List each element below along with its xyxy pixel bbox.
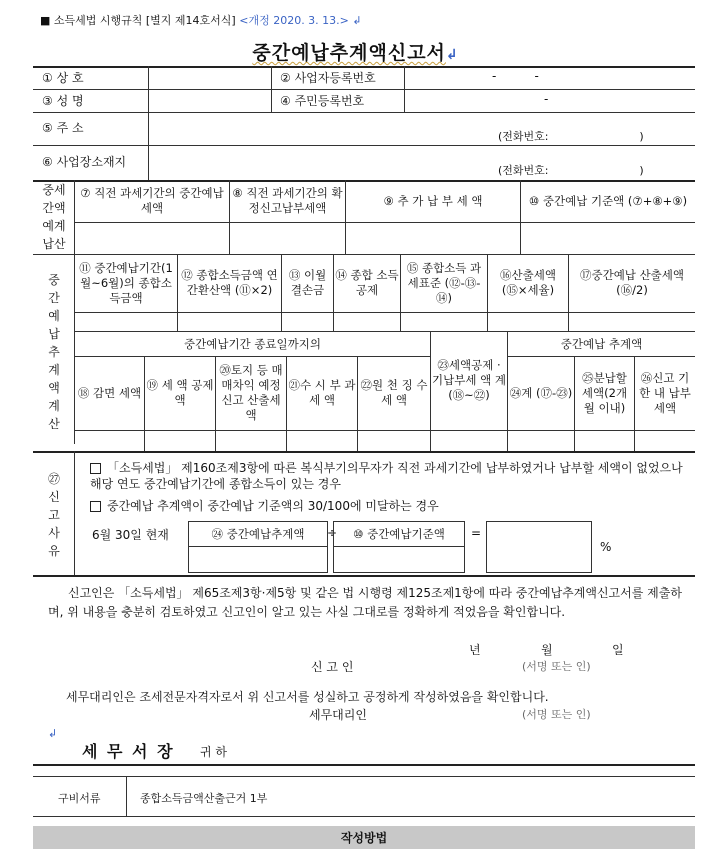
col22-input[interactable] xyxy=(359,432,429,449)
box-10[interactable] xyxy=(333,521,465,573)
col19-input[interactable] xyxy=(146,432,214,449)
col26-input[interactable] xyxy=(636,432,694,449)
col13-input[interactable] xyxy=(283,314,332,330)
section2-side-label: 중간예납추계액계산 xyxy=(48,273,60,431)
col11-input[interactable] xyxy=(76,314,176,330)
reporter-label: 신 고 인 xyxy=(311,660,354,674)
reporter-sign[interactable]: (서명 또는 인) xyxy=(522,660,591,673)
box-24[interactable] xyxy=(188,521,328,573)
bizplace-label: ⑥ 사업장소재지 xyxy=(42,155,127,169)
col23-input[interactable] xyxy=(432,432,506,449)
name-label: ① 상 호 xyxy=(42,71,84,85)
reason-1[interactable]: 「소득세법」 제160조제3항에 따른 복식부기의무자가 직전 과세기간에 납부하였거나 납부할 세액이 없었으나 해당 연도 중간예납기간에 종합소득이 있는 경우 xyxy=(90,461,683,491)
col12-header: ⑫ 종합소득금액 연간환산액 (⑪×2) xyxy=(181,268,278,297)
col20-input[interactable] xyxy=(217,432,285,449)
col20-header: ⑳토지 등 매매차익 예정신고 산출세액 xyxy=(219,363,283,422)
col19-header: ⑲ 세 액 공제액 xyxy=(146,378,214,407)
col21-header: ㉑수 시 부 과 세 액 xyxy=(288,378,356,407)
rrn-label: ④ 주민등록번호 xyxy=(280,94,365,108)
group-header-left: 중간예납기간 종료일까지의 xyxy=(184,336,321,351)
writing-method-band xyxy=(33,826,695,849)
col11-header: ⑪ 중간예납기간(1월~6월)의 종합소득금액 xyxy=(79,260,173,305)
reason-1-checkbox[interactable] xyxy=(90,463,101,474)
col17-header: ⑰중간예납 산출세액 (⑯/2) xyxy=(579,268,685,297)
col16-header: ⑯산출세액 (⑮×세율) xyxy=(500,268,556,297)
percent-sign: % xyxy=(600,540,612,554)
group-header-right: 중간예납 추계액 xyxy=(560,336,643,351)
address-label: ⑤ 주 소 xyxy=(42,121,84,135)
as-of-date: 6월 30일 현재 xyxy=(92,528,169,542)
equals-sign: = xyxy=(471,526,482,540)
bizno-label: ② 사업자등록번호 xyxy=(280,71,376,85)
col8-header: ⑧ 직전 과세기간의 확정신고납부세액 xyxy=(232,186,343,215)
col15-input[interactable] xyxy=(402,314,486,330)
section1-side-label: 중세 간액 예계 납산 xyxy=(42,183,66,251)
col12-input[interactable] xyxy=(179,314,280,330)
ratio-field[interactable] xyxy=(486,521,592,573)
attachments-label: 구비서류 xyxy=(58,792,101,805)
col7-header: ⑦ 직전 과세기간의 중간예납세액 xyxy=(80,186,224,215)
col10-input[interactable] xyxy=(522,224,694,252)
form-reference: ■ 소득세법 시행규칙 [별지 제14호서식] <개정 2020. 3. 13.> ↲ xyxy=(40,14,362,27)
person-label: ③ 성 명 xyxy=(42,94,84,108)
col15-header: ⑮ 종합소득 과세표준 (⑫-⑬-⑭) xyxy=(406,260,482,305)
col24-header: ㉔계 (⑰-㉓) xyxy=(509,385,573,400)
col8-input[interactable] xyxy=(231,224,344,252)
reason-2-checkbox[interactable] xyxy=(90,501,101,512)
agent-sign[interactable]: (서명 또는 인) xyxy=(522,708,591,721)
rrn-field[interactable]: - xyxy=(544,92,549,106)
date-day: 일 xyxy=(612,643,624,657)
address-phone: (전화번호: ) xyxy=(498,130,644,143)
tax-office: 세 무 서 장 xyxy=(82,742,175,761)
section3-side-label: ㉗신고사유 xyxy=(47,472,60,558)
divide-sign: ÷ xyxy=(327,526,338,540)
bizplace-phone: (전화번호: ) xyxy=(498,164,644,177)
col14-header: ⑭ 종합 소득공제 xyxy=(335,268,399,297)
revision-date: <개정 2020. 3. 13.> xyxy=(239,14,349,27)
date-year: 년 xyxy=(469,643,481,657)
col25-input[interactable] xyxy=(576,432,633,449)
declaration-text: 신고인은 「소득세법」 제65조제3항·제5항 및 같은 법 시행령 제125조제1항에 따라 중간예납추계액신고서를 제출하며, 위 내용을 충분히 검토하였고 신고인이 알고 있는 사실 그대로를 정확하게 적었음을 확인합니다. xyxy=(48,586,682,619)
box-10-label: ⑩ 중간예납기준액 xyxy=(334,522,464,547)
col17-input[interactable] xyxy=(570,314,694,330)
agent-label: 세무대리인 xyxy=(309,708,367,722)
col23-header: ㉓세액공제 · 기납부세 액 계 (⑱~㉒) xyxy=(432,358,506,402)
box-24-label: ㉔ 중간예납추계액 xyxy=(189,522,327,547)
col18-header: ⑱ 감면 세액 xyxy=(77,385,142,400)
attachments-value: 종합소득금액산출근거 1부 xyxy=(140,792,268,805)
col13-header: ⑬ 이월 결손금 xyxy=(288,268,327,297)
col9-input[interactable] xyxy=(347,224,519,252)
col10-header: ⑩ 중간예납 기준액 (⑦+⑧+⑨) xyxy=(528,193,688,208)
name-field[interactable] xyxy=(150,70,270,87)
writing-method-label: 작성방법 xyxy=(340,831,388,845)
bizno-field[interactable]: - - xyxy=(492,69,539,83)
address-field[interactable] xyxy=(150,115,490,143)
col18-input[interactable] xyxy=(76,432,143,449)
date-month: 월 xyxy=(541,643,553,657)
col7-input[interactable] xyxy=(76,224,228,252)
col21-input[interactable] xyxy=(288,432,356,449)
person-field[interactable] xyxy=(150,93,270,110)
col9-header: ⑨ 추 가 납 부 세 액 xyxy=(383,193,483,208)
honorific: 귀 하 xyxy=(200,745,227,759)
page-title: 중간예납추계액신고서↲ xyxy=(252,42,459,64)
col25-header: ㉕분납할 세액(2개 월 이내) xyxy=(581,370,628,415)
bizplace-field[interactable] xyxy=(150,148,490,178)
col16-input[interactable] xyxy=(489,314,567,330)
col24-input[interactable] xyxy=(509,432,573,449)
col26-header: ㉖신고 기한 내 납부세액 xyxy=(639,370,691,415)
reason-2[interactable]: 중간예납 추계액이 중간예납 기준액의 30/100에 미달하는 경우 xyxy=(90,498,690,514)
col22-header: ㉒원 천 징 수 세 액 xyxy=(360,378,428,407)
col14-input[interactable] xyxy=(335,314,399,330)
agent-statement: 세무대리인은 조세전문자격자로서 위 신고서를 성실하고 공정하게 작성하였음을 확인합니다. xyxy=(66,690,549,704)
